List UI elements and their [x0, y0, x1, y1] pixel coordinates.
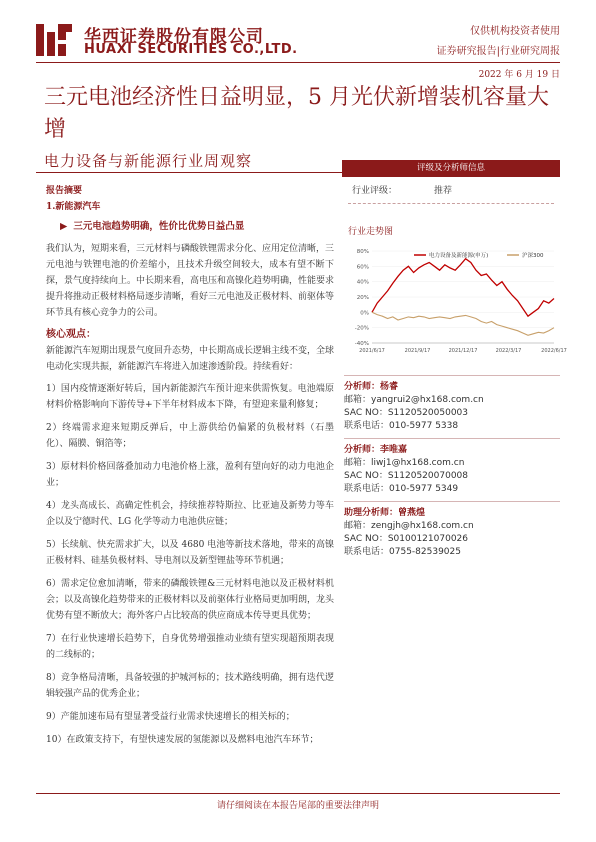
trend-chart-svg: [342, 243, 567, 363]
y-tick-label: 60%: [356, 264, 369, 271]
analyst-2-sac: SAC NO：S1120520070008: [344, 471, 468, 481]
x-tick-label: 2021/12/17: [448, 348, 478, 354]
rating-row: [342, 177, 560, 199]
y-tick-label: 20%: [356, 295, 369, 301]
core-item-9: 9）产能加速布局有望显著受益行业需求快速增长的相关标的；: [46, 712, 295, 722]
company-name-cn: 华西证券股份有限公司: [84, 27, 264, 47]
rating-label: 行业评级：: [352, 186, 398, 196]
core-item-1: 1）国内疫情逐渐好转后，国内新能源汽车预计迎来供需恢复。电池端原材料价格影响向下游传导+下半年材料成本下降，有望迎来量利修复；: [46, 384, 334, 410]
series-line-2: [372, 312, 554, 335]
core-views-heading: 核心观点：: [46, 329, 96, 340]
x-tick-label: 2021/9/17: [404, 348, 431, 354]
analyst-2-email-label: 邮箱：: [344, 458, 372, 468]
report-date: 2022 年 6 月 19 日: [478, 70, 560, 80]
footer-divider: [36, 793, 560, 794]
report-subtitle: 电力设备与新能源行业周观察: [44, 152, 253, 170]
audience-note: 仅供机构投资者使用: [470, 26, 560, 37]
y-tick-label: 80%: [356, 249, 369, 255]
trend-chart: [342, 243, 567, 363]
analyst-2: [344, 438, 560, 501]
analyst-3-email-label: 邮箱：: [344, 521, 372, 531]
core-item-7: 7）在行业快速增长趋势下，自身优势增强推动业绩有望实现超预期表现的二线标的；: [46, 634, 334, 660]
series-line-1: [372, 259, 554, 317]
analyst-1-role: 分析师：: [344, 382, 381, 392]
analyst-3-role: 助理分析师：: [344, 508, 399, 518]
x-tick-label: 2022/6/17: [541, 348, 567, 354]
trend-chart-title: 行业走势图: [348, 227, 394, 237]
triangle-bullet-icon: ▶: [60, 221, 68, 232]
summary-paragraph: 我们认为，短期来看，三元材料与磷酸铁锂需求分化、应用定位清晰，三元电池与铁锂电池的价差缩小，且技术升级空间较大，成本有望不断下探，景气度持续向上。中长期来看，高电压和高镍化趋势明确，性能要求提升将推动正极材料格局逐步清晰，看好三元电池及正极材料、前驱体等环节具有核心竞争力的公司。: [46, 244, 335, 318]
analyst-1-name: 杨睿: [380, 382, 399, 392]
analyst-1-email[interactable]: yangrui2@hx168.com.cn: [371, 395, 484, 405]
y-tick-label: -40%: [354, 341, 369, 347]
analyst-3-tel: 0755-82539025: [389, 547, 461, 557]
core-item-2: 2）终端需求迎来短期反弹后，中上游供给仍偏紧的负极材料（石墨化）、隔膜、铜箔等；: [46, 423, 334, 449]
analyst-1: [344, 375, 560, 438]
bullet-ternary-text: 三元电池趋势明确，性价比优势日益凸显: [73, 221, 245, 232]
company-name-en: HUAXI SECURITIES CO.,LTD.: [84, 42, 298, 57]
analyst-1-tel-label: 联系电话：: [344, 421, 390, 431]
report-category: 证券研究报告|行业研究周报: [436, 46, 560, 57]
analyst-3-tel-label: 联系电话：: [344, 547, 390, 557]
summary-heading: 报告摘要: [46, 186, 83, 196]
header-divider: [36, 62, 560, 63]
sidebar-column: [342, 160, 567, 564]
huaxi-logo-icon: [36, 20, 76, 60]
analyst-1-tel: 010-5977 5338: [389, 421, 459, 431]
core-item-4: 4）龙头高成长、高确定性机会，持续推荐特斯拉、比亚迪及新势力等车企以及宁德时代、LG 化学等动力电池供应链；: [46, 501, 334, 527]
legend-label-2: 沪深300: [522, 253, 544, 259]
bullet-ternary: [60, 219, 334, 235]
analyst-2-email[interactable]: liwj1@hx168.com.cn: [371, 458, 465, 468]
analyst-2-tel: 010-5977 5349: [389, 484, 459, 494]
rating-divider: [348, 203, 554, 204]
analyst-3-email[interactable]: zengjh@hx168.com.cn: [371, 521, 474, 531]
report-title: 三元电池经济性日益明显，5 月光伏新增装机容量大增: [44, 85, 549, 142]
section-ev-heading: 1.新能源汽车: [46, 202, 101, 212]
analyst-1-sac: SAC NO：S1120520050003: [344, 408, 468, 418]
analyst-3-name: 曾燕煌: [398, 508, 426, 518]
summary-column: [46, 183, 334, 755]
y-tick-label: 0%: [360, 310, 369, 317]
x-tick-label: 2022/3/17: [495, 348, 522, 354]
y-tick-label: -20%: [354, 325, 369, 332]
x-tick-label: 2021/6/17: [359, 348, 385, 354]
analyst-2-name: 李唯嘉: [380, 445, 408, 455]
analyst-2-tel-label: 联系电话：: [344, 484, 390, 494]
analyst-1-email-label: 邮箱：: [344, 395, 372, 405]
core-item-5: 5）长续航、快充需求扩大，以及 4680 电池等新技术落地，带来的高镍正极材料、硅基负极材料、导电剂以及新型锂盐等环节机遇；: [46, 540, 334, 566]
core-item-8: 8）竞争格局清晰，具备较强的护城河标的；技术路线明确，拥有迭代逻辑较强产品的优秀企业；: [46, 673, 334, 699]
analyst-3: [344, 501, 560, 564]
rating-header: 评级及分析师信息: [342, 160, 560, 177]
core-views-intro: 新能源汽车短期出现景气度回升态势，中长期高成长逻辑主线不变，全球电动化实现共振，新能源汽车将进入加速渗透阶段。持续看好：: [46, 346, 335, 372]
analyst-2-role: 分析师：: [344, 445, 381, 455]
core-item-3: 3）原材料价格回落叠加动力电池价格上涨，盈利有望向好的动力电池企业；: [46, 462, 334, 488]
legend-label-1: 电力设备及新能源(申万): [429, 253, 489, 259]
core-item-10: 10）在政策支持下，有望快速发展的氢能源以及燃料电池汽车环节；: [46, 735, 319, 745]
legal-disclaimer-note: 请仔细阅读在本报告尾部的重要法律声明: [216, 801, 379, 811]
core-item-6: 6）需求定位愈加清晰，带来的磷酸铁锂&三元材料电池以及正极材料机会；以及高镍化趋势带来的正极材料以及前驱体行业格局更加明朗，龙头优势有望不断放大；海外客户占比较高的供应商成本传导更具优势；: [46, 579, 335, 621]
rating-value: 推荐: [434, 186, 453, 196]
analyst-3-sac: SAC NO：S0100121070026: [344, 534, 468, 544]
analyst-list: [342, 375, 560, 564]
y-tick-label: 40%: [356, 279, 369, 286]
